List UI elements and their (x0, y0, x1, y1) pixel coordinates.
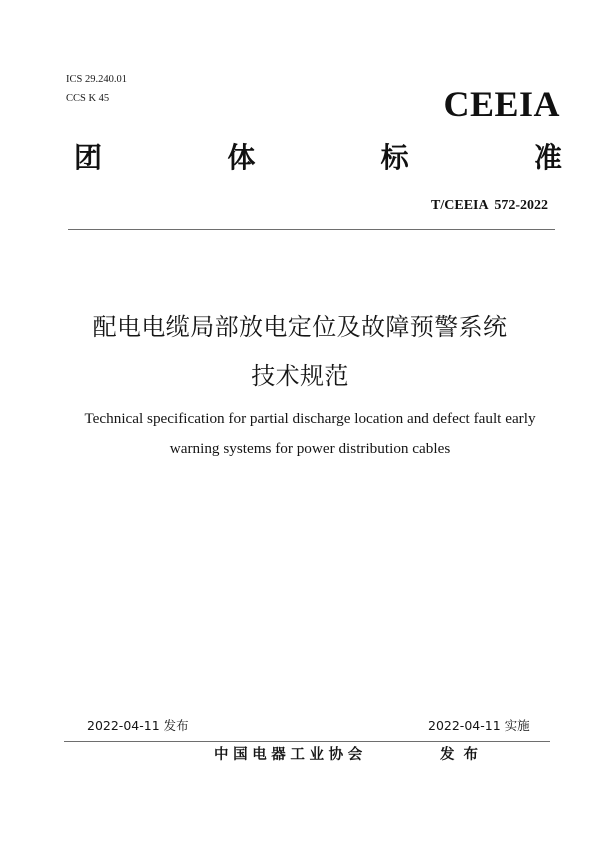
ccs-code: CCS K 45 (66, 93, 110, 104)
organization-logo-text: CEEIA (443, 84, 560, 124)
chinese-title-line-2: 技术规范 (251, 362, 349, 390)
header-divider (68, 229, 555, 230)
publisher-action: 发布 (440, 747, 487, 763)
standard-type-char: 团 (74, 141, 103, 174)
chinese-title-line-1: 配电电缆局部放电定位及故障预警系统 (92, 313, 508, 341)
ics-code: ICS 29.240.01 (66, 74, 127, 85)
footer-divider (64, 741, 550, 742)
standard-type-heading (74, 141, 562, 175)
standard-type-char: 体 (227, 141, 256, 174)
english-title-line-2: warning systems for power distribution cables (169, 440, 451, 457)
publish-date: 2022-04-11 发布 (87, 718, 189, 733)
publisher-name: 中国电器工业协会 (214, 747, 367, 763)
standard-number: T/CEEIA 572-2022 (431, 198, 548, 213)
effective-date: 2022-04-11 实施 (428, 718, 530, 733)
english-title-line-1: Technical specification for partial discharge location and defect fault early (84, 410, 536, 427)
standard-type-char: 标 (380, 141, 409, 174)
standard-type-char: 准 (533, 141, 562, 174)
